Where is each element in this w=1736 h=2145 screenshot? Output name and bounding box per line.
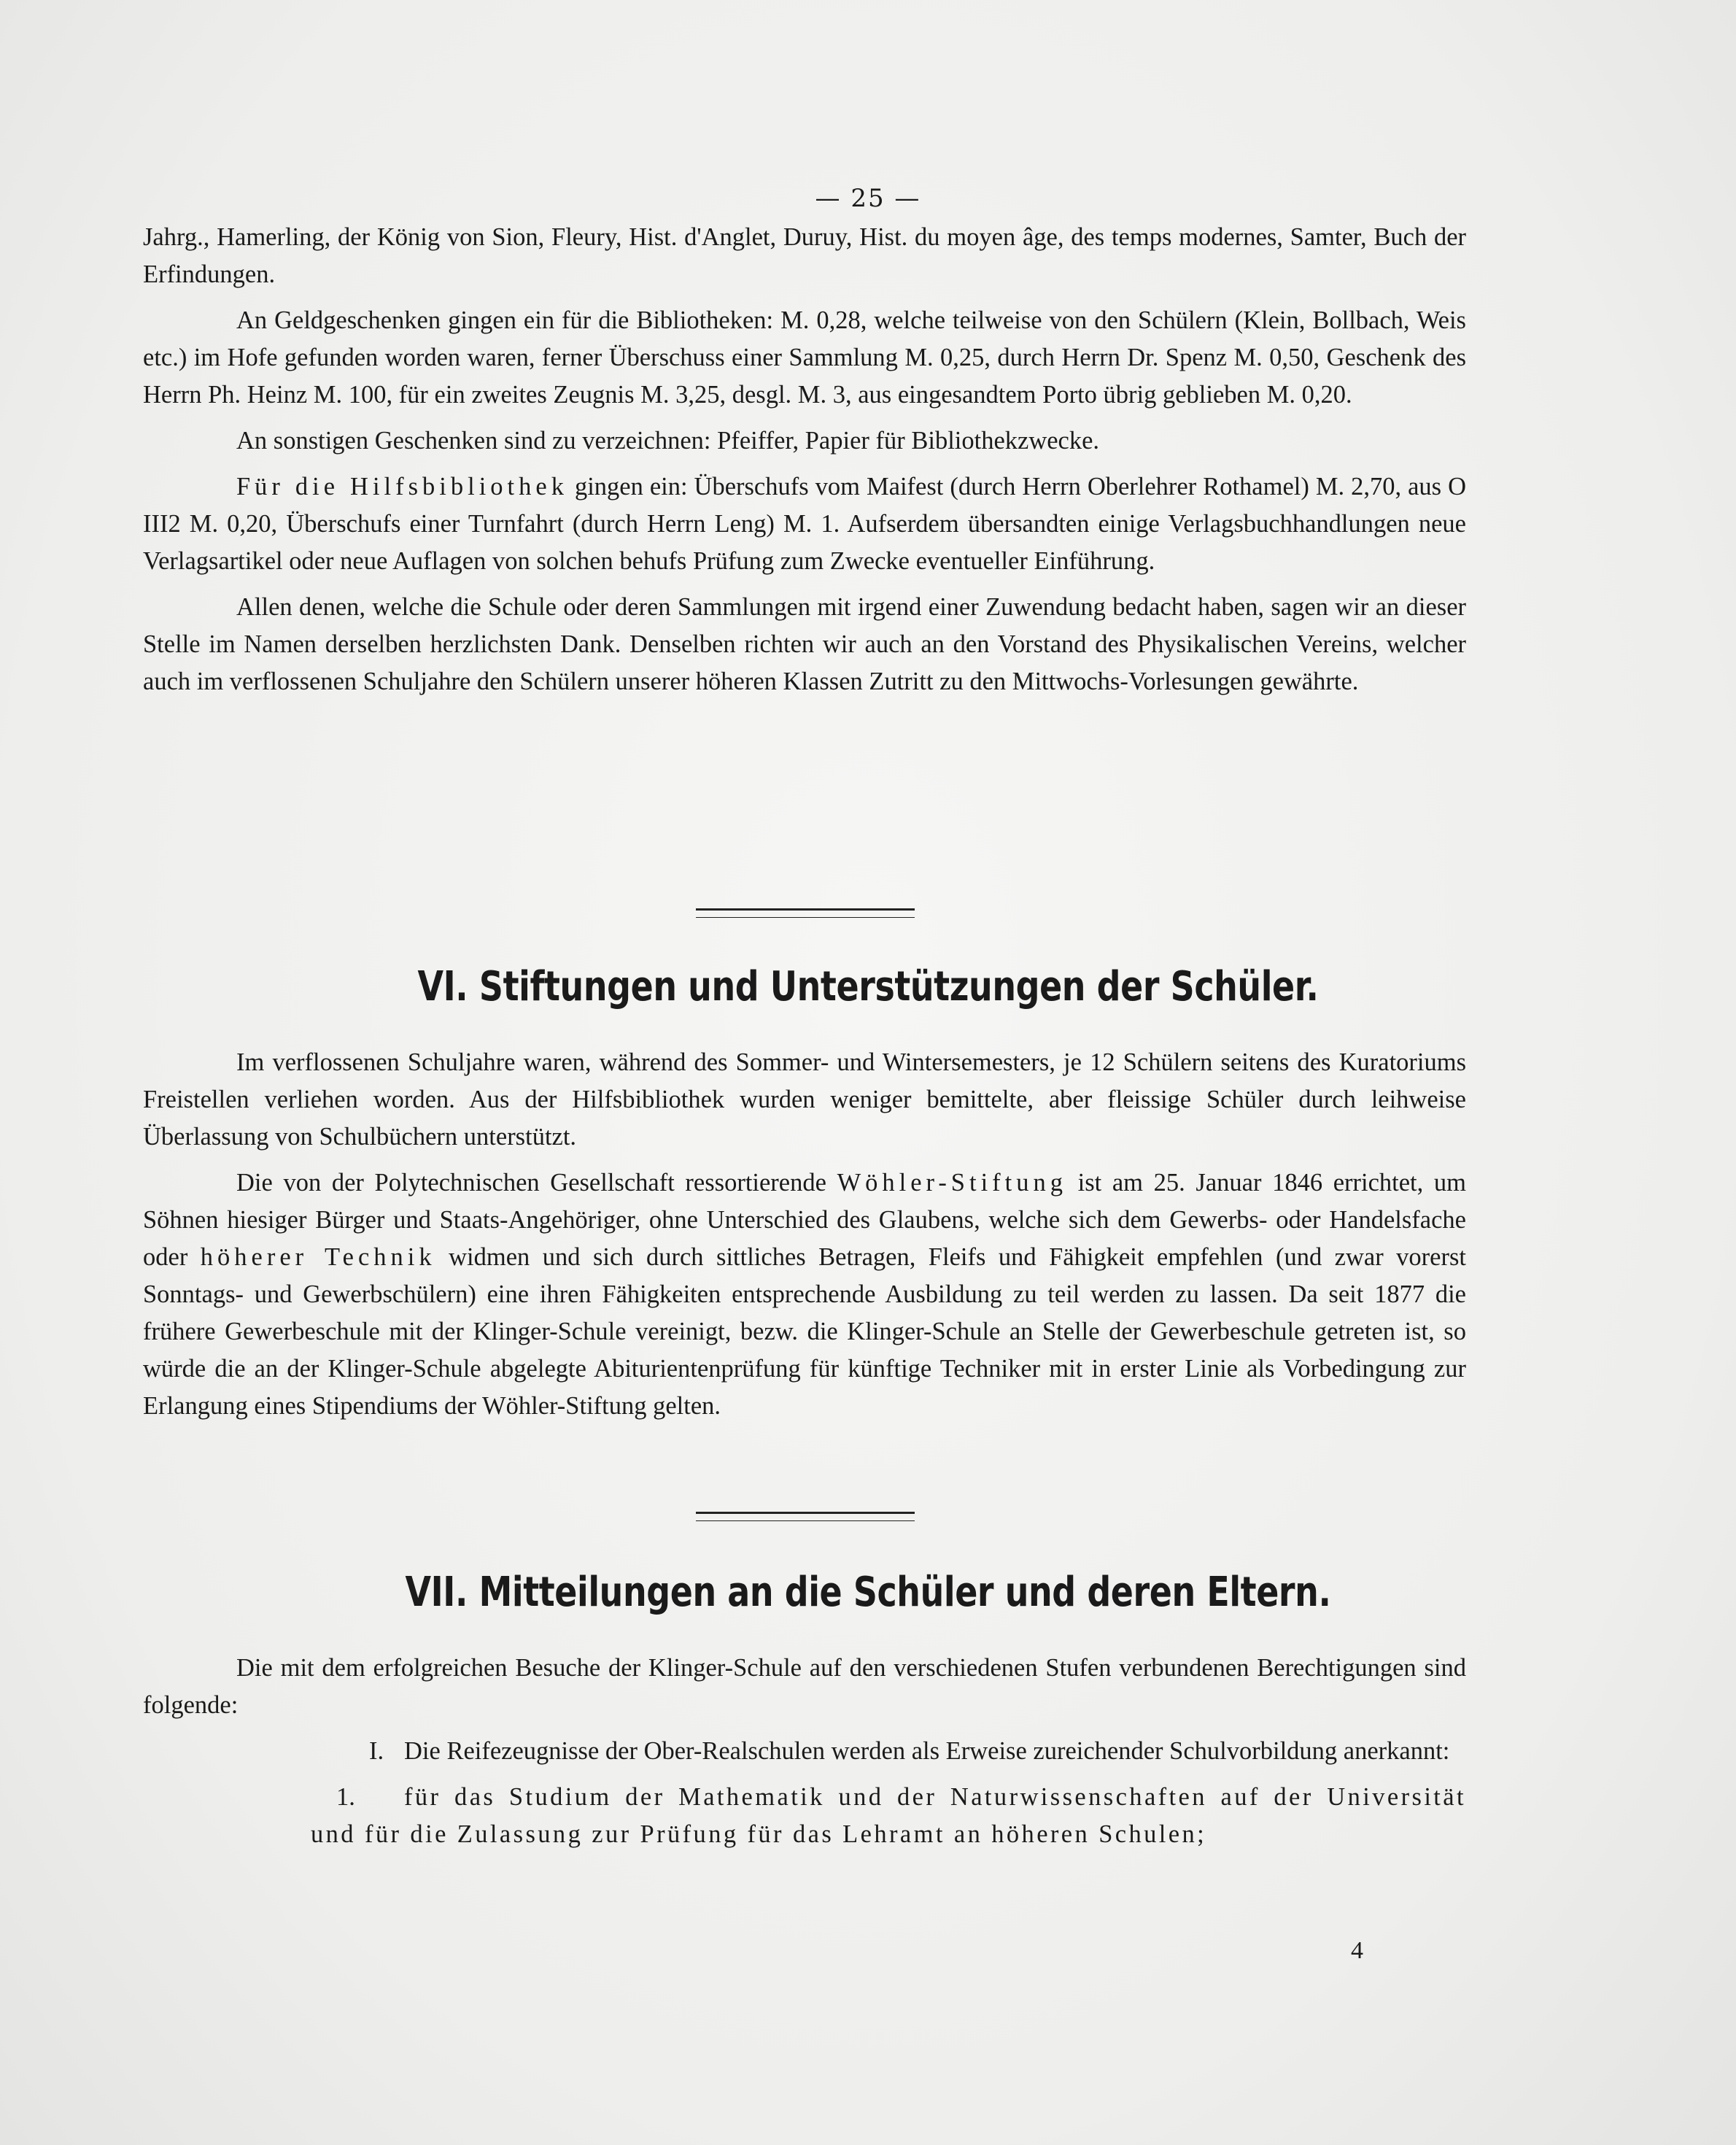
signature-mark: 4 <box>1351 1937 1363 1964</box>
paragraph-woehler-stiftung <box>143 1164 1466 1425</box>
section-vii-body <box>143 1650 1466 1862</box>
list-item-1 <box>143 1779 1466 1853</box>
emphasis-hilfsbibliothek: Für die Hilfsbibliothek <box>236 473 568 500</box>
top-section <box>143 219 1466 709</box>
section-vi-body <box>143 1044 1466 1434</box>
paragraph-hilfsbibliothek <box>143 468 1466 580</box>
paragraph-hilfsbibliothek-text: gingen ein: Überschufs vom Maifest (durch Herrn Oberlehrer Rothamel) M. 2,70, aus O III2 M. 0,20, Überschufs einer Turnfahrt (durch Herrn Leng) M. 1. Aufserdem übersandten einige Verlagsbuchhandlungen neue Verlagsartikel oder neue Auflagen von solchen behufs Prüfung zum Zwecke eventueller Einführung. <box>143 473 1466 575</box>
paragraph-continued: Jahrg., Hamerling, der König von Sion, Fleury, Hist. d'Anglet, Duruy, Hist. du moyen âge, des temps modernes, Samter, Buch der Erfindungen. <box>143 223 1466 288</box>
section-vii-heading: VII. Mitteilungen an die Schüler und deren Eltern. <box>405 1569 1331 1616</box>
paragraph-other-gifts: An sonstigen Geschenken sind zu verzeichnen: Pfeiffer, Papier für Bibliothekzwecke. <box>236 427 1100 455</box>
woehler-text-c: widmen und sich durch sittliches Betragen, Fleifs und Fähigkeit empfehlen (und zwar vorerst Sonntags- und Gewerbschülern) eine ihren Fähigkeiten entsprechende Ausbildung zu teil werden zu lassen. Da seit 1877 die frühere Gewerbeschule mit der Klinger-Schule vereinigt, bezw. die Klinger-Schule an Stelle der Gewerbeschule getreten ist, so würde die an der Klinger-Schule abgelegte Abiturientenprüfung für künftige Techniker mit in erster Linie als Vorbedingung zur Erlangung eines Stipendiums der Wöhler-Stiftung gelten. <box>143 1243 1466 1420</box>
list-text-1: für das Studium der Mathematik und der Naturwissenschaften auf der Universität und für die Zulassung zur Prüfung für das Lehramt an höheren Schulen; <box>311 1783 1466 1848</box>
emphasis-hoeherer-technik: höherer Technik <box>200 1243 436 1271</box>
paragraph-money-gifts: An Geldgeschenken gingen ein für die Bibliotheken: M. 0,28, welche teilweise von den Schülern (Klein, Bollbach, Weis etc.) im Hofe gefunden worden waren, ferner Überschuss einer Sammlung M. 0,25, durch Herrn Dr. Spenz M. 0,50, Geschenk des Herrn Ph. Heinz M. 100, für ein zweites Zeugnis M. 3,25, desgl. M. 3, aus eingesandtem Porto übrig geblieben M. 0,20. <box>143 306 1466 409</box>
page-number: — 25 — <box>815 184 921 213</box>
paragraph-thanks: Allen denen, welche die Schule oder deren Sammlungen mit irgend einer Zuwendung bedacht haben, sagen wir an dieser Stelle im Namen derselben herzlichsten Dank. Denselben richten wir auch an den Vorstand des Physikalischen Vereins, welcher auch im verflossenen Schuljahre den Schülern unserer höheren Klassen Zutritt zu den Mittwochs-Vorlesungen gewährte. <box>143 593 1466 695</box>
section-vi-heading: VI. Stiftungen und Unterstützungen der Schüler. <box>417 963 1319 1010</box>
woehler-text-b: ist am 25. Januar 1846 errichtet, um Söhnen hiesiger Bürger und Staats-Angehöriger, ohne Unterschied des Glaubens, welche sich dem Gewerbs- oder Handelsfache oder <box>143 1169 1466 1271</box>
list-marker-I: I. <box>369 1737 384 1765</box>
list-text-I: Die Reifezeugnisse der Ober-Realschulen werden als Erweise zureichender Schulvorbildung anerkannt: <box>404 1737 1450 1765</box>
woehler-text-a: Die von der Polytechnischen Gesellschaft ressortierende <box>236 1169 837 1197</box>
emphasis-woehler-stiftung: Wöhler-Stiftung <box>837 1169 1067 1197</box>
list-marker-1: 1. <box>336 1783 355 1811</box>
list-item-I <box>143 1733 1466 1770</box>
section-divider-1 <box>696 908 915 918</box>
paragraph-berechtigungen: Die mit dem erfolgreichen Besuche der Klinger-Schule auf den verschiedenen Stufen verbundenen Berechtigungen sind folgende: <box>143 1654 1466 1719</box>
paragraph-freistellen: Im verflossenen Schuljahre waren, während des Sommer- und Wintersemesters, je 12 Schülern seitens des Kuratoriums Freistellen verliehen worden. Aus der Hilfsbibliothek wurden weniger bemittelte, aber fleissige Schüler durch leihweise Überlassung von Schulbüchern unterstützt. <box>143 1048 1466 1151</box>
section-divider-2 <box>696 1512 915 1521</box>
